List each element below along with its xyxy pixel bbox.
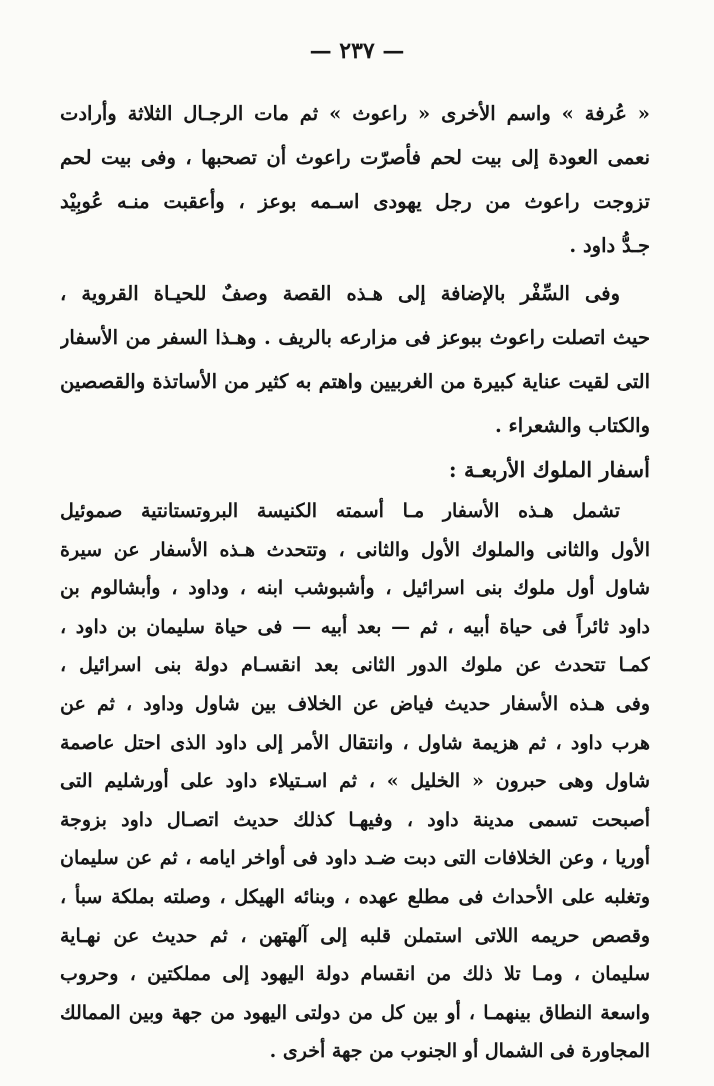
text-line: واسعة النطاق بينهمـا ، أو بين كل من دولتى اليهود من جهة وبين الممالك [60,1001,650,1024]
text-line: سليمان ، ومـا تلا ذلك من انقسام دولة اليهود إلى مملكتين ، وحروب [60,963,650,986]
text-line: « عُرفة » واسم الأخرى « راعوث » ثم مات الرجـال الثلاثة وأرادت [60,102,650,125]
text-line: هرب داود ، ثم هزيمة شاول ، وانتقال الأمر إلى داود الذى احتل عاصمة [60,731,650,754]
text-line: نعمى العودة إلى بيت لحم فأصرّت راعوث أن تصحبها ، وفى بيت لحم [60,146,650,169]
text-line: جـدُّ داود . [569,234,650,257]
section-heading: أسفار الملوك الأربعـة : [448,457,650,482]
paragraph-books-of-kings [60,492,650,1071]
paragraph-ruth-story [60,92,650,268]
text-line: وفى هـذه الأسفار حديث فياض عن الخلاف بين شاول وداود ، ثم عن [60,692,650,715]
text-line: وتغلبه على الأحداث فى مطلع عهده ، وبنائه الهيكل ، وصلته بملكة سبأ ، [60,885,650,908]
text-line: التى لقيت عناية كبيرة من الغربيين واهتم به كثير من الأساتذة والقصصين [60,370,650,393]
paragraph-ruth-book [60,272,650,448]
text-line: أصبحت تسمى مدينة داود ، وفيهـا كذلك حديث اتصـال داود بزوجة [60,808,650,831]
text-line: وقصص حريمه اللاتى استملن قلبه إلى آلهتهن ، ثم حديث عن نهـاية [60,924,650,947]
text-line: كمـا تتحدث عن ملوك الدور الثانى بعد انقسـام دولة بنى اسرائيل ، [60,654,650,677]
page-number: — ٢٣٧ — [309,38,405,64]
text-line: وفى السِّفْر بالإضافة إلى هـذه القصة وصفٌ للحيـاة القروية ، [60,282,620,305]
text-line: المجاورة فى الشمال أو الجنوب من جهة أخرى . [269,1040,650,1063]
text-line: شاول أول ملوك بنى اسرائيل ، وأشبوشب ابنه ، وداود ، وأبشالوم بن [60,577,650,600]
text-line: حيث اتصلت راعوث ببوعز فى مزارعه بالريف . وهـذا السفر من الأسفار [60,326,650,349]
text-line: داود ثائراً فى حياة أبيه ، ثم — بعد أبيه — فى حياة سليمان بن داود ، [60,615,650,638]
text-line: والكتاب والشعراء . [494,414,650,437]
text-line: أوريا ، وعن الخلافات التى دبت ضـد داود فى أواخر ايامه ، ثم عن سليمان [60,847,650,870]
text-line: شاول وهى حبرون « الخليل » ، ثم اسـتيلاء داود على أورشليم التى [60,770,650,793]
text-line: تشمل هـذه الأسفار مـا أسمته الكنيسة البروتستانتية صموئيل [60,500,620,522]
text-line: تزوجت راعوث من رجل يهودى اسـمه بوعز ، وأعقبت منـه عُوبِيْد [60,190,650,213]
text-line: الأول والثانى والملوك الأول والثانى ، وتتحدث هـذه الأسفار عن سيرة [60,538,650,561]
